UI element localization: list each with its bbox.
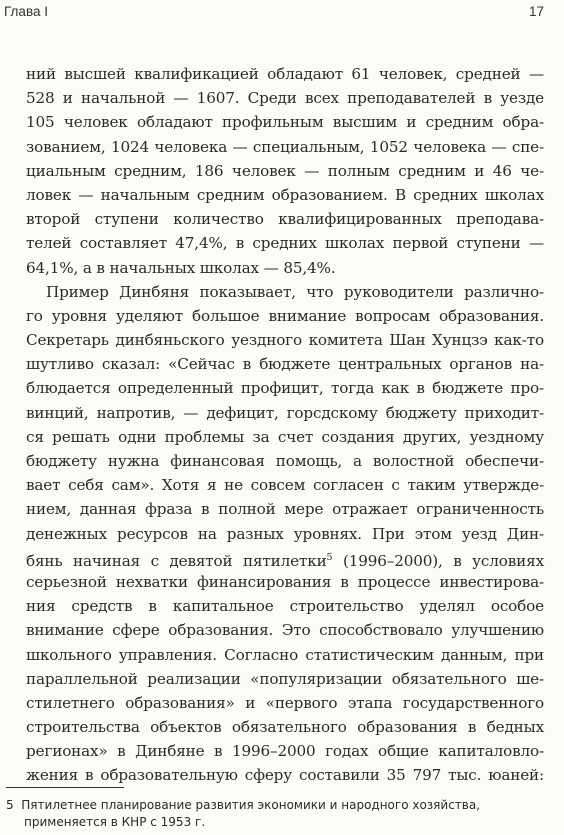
running-header xyxy=(2,2,544,22)
text-line: ловек — начальным средним образованием. В средних школах xyxy=(26,185,544,204)
text-line: ния средств в капитальное строительство уделял особое xyxy=(26,597,544,616)
text-line: 105 человек обладают профильным высшим и средним обра- xyxy=(26,113,544,132)
footnote-divider xyxy=(6,787,124,788)
text-line: телей составляет 47,4%, в средних школах первой ступени — xyxy=(26,234,544,253)
text-line: вает себя сам». Хотя я не совсем согласен с таким утвержде- xyxy=(26,476,544,495)
footnote-line xyxy=(6,797,546,814)
text-line: нием, данная фраза в полной мере отражает ограниченность xyxy=(26,500,544,519)
footnote-number: 5 xyxy=(6,798,14,812)
text-line: второй ступени количество квалифицированных преподава- xyxy=(26,210,544,229)
text-line: Секретарь динбяньского уездного комитета Шан Хунцзэ как-то xyxy=(26,331,544,350)
text-line: бюджету нужна финансовая помощь, а волостной обеспечи- xyxy=(26,452,544,470)
text-line: ся решать одни проблемы за счет создания других, уездному xyxy=(26,427,544,446)
text-line: внимание сфере образования. Это способствовало улучшению xyxy=(26,621,544,640)
text-line: регионах» в Динбяне в 1996–2000 годах общие капиталовло- xyxy=(26,742,544,761)
text-line: серьезной нехватки финансирования в процессе инвестирова- xyxy=(26,572,544,591)
body-text xyxy=(26,62,544,788)
text-line: блюдается определенный профицит, тогда как в бюджете про- xyxy=(26,379,544,398)
text-segment: бянь начиная с девятой пятилетки xyxy=(26,551,327,570)
text-segment: (1996–2000), в условиях xyxy=(342,551,544,570)
text-line: стилетнего образования» и «первого этапа государственного xyxy=(26,693,544,712)
text-line: 64,1%, а в начальных школах — 85,4%. xyxy=(26,258,336,277)
text-line: циальным средним, 186 человек — полным средним и 46 че- xyxy=(26,161,544,180)
footnote xyxy=(6,797,546,831)
text-line-with-footnote xyxy=(26,546,544,570)
footnote-text: Пятилетнее планирование развития экономики и народного хозяйства, xyxy=(21,798,481,812)
text-line: школьного управления. Согласно статистическим данным, при xyxy=(26,645,544,664)
text-line: денежных ресурсов на разных уровнях. При этом уезд Дин- xyxy=(26,524,544,543)
text-line: ний высшей квалификацией обладают 61 человек, средней — xyxy=(26,65,544,83)
footnote-marker: 5 xyxy=(326,551,333,563)
text-line: параллельной реализации «популяризации обязательного ше- xyxy=(26,669,544,688)
text-line: строительства объектов обязательного образования в бедных xyxy=(26,718,544,737)
text-line: жения в образовательную сферу составили 35 797 тыс. юаней: xyxy=(26,766,544,785)
chapter-title: Глава I xyxy=(4,4,48,19)
text-line: винций, напротив, — дефицит, горсдскому бюджету приходит- xyxy=(26,403,544,422)
text-line: зованием, 1024 человека — специальным, 1052 человека — спе- xyxy=(26,137,544,156)
text-line: 528 и начальной — 1607. Среди всех преподавателей в уезде xyxy=(26,89,544,108)
footnote-line: применяется в КНР с 1953 г. xyxy=(24,815,206,829)
text-line: го уровня уделяют большое внимание вопросам образования. xyxy=(26,306,544,325)
text-line: шутливо сказал: «Сейчас в бюджете центральных органов на- xyxy=(26,355,544,374)
text-line: Пример Динбяня показывает, что руководители различно- xyxy=(46,282,544,301)
page-number: 17 xyxy=(528,4,544,19)
